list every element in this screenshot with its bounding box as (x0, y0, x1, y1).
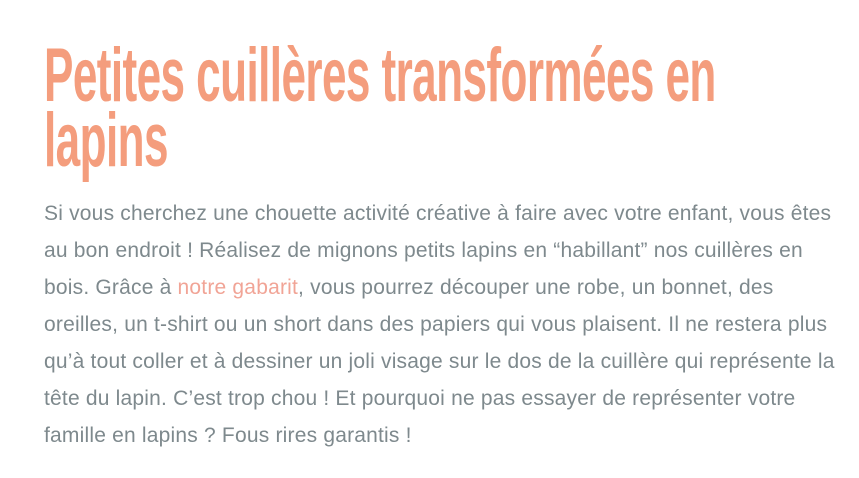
page-title-line-1: Petites cuillères transformées en (44, 33, 716, 118)
paragraph-text-after-link: , vous pourrez découper une robe, un bonnet, des oreilles, un t-shirt ou un short dans des papiers qui vous plaisent. Il ne restera plus qu’à tout coller et à dessiner un joli visage sur le dos de la cuillère qui représente la tête du lapin. C’est trop chou ! Et pourquoi ne pas essayer de représenter votre famille en lapins ? Fous rires garantis ! (44, 276, 835, 447)
gabarit-link[interactable]: notre gabarit (177, 276, 299, 299)
page-title (44, 33, 841, 183)
page-title-line-2: lapins (44, 98, 168, 183)
intro-paragraph (44, 195, 841, 454)
paragraph-text-before-link: Si vous cherchez une chouette activité créative à faire avec votre enfant, vous êtes au bon endroit ! Réalisez de mignons petits lapins en “habillant” nos cuillères en bois. Grâce à (44, 202, 832, 299)
